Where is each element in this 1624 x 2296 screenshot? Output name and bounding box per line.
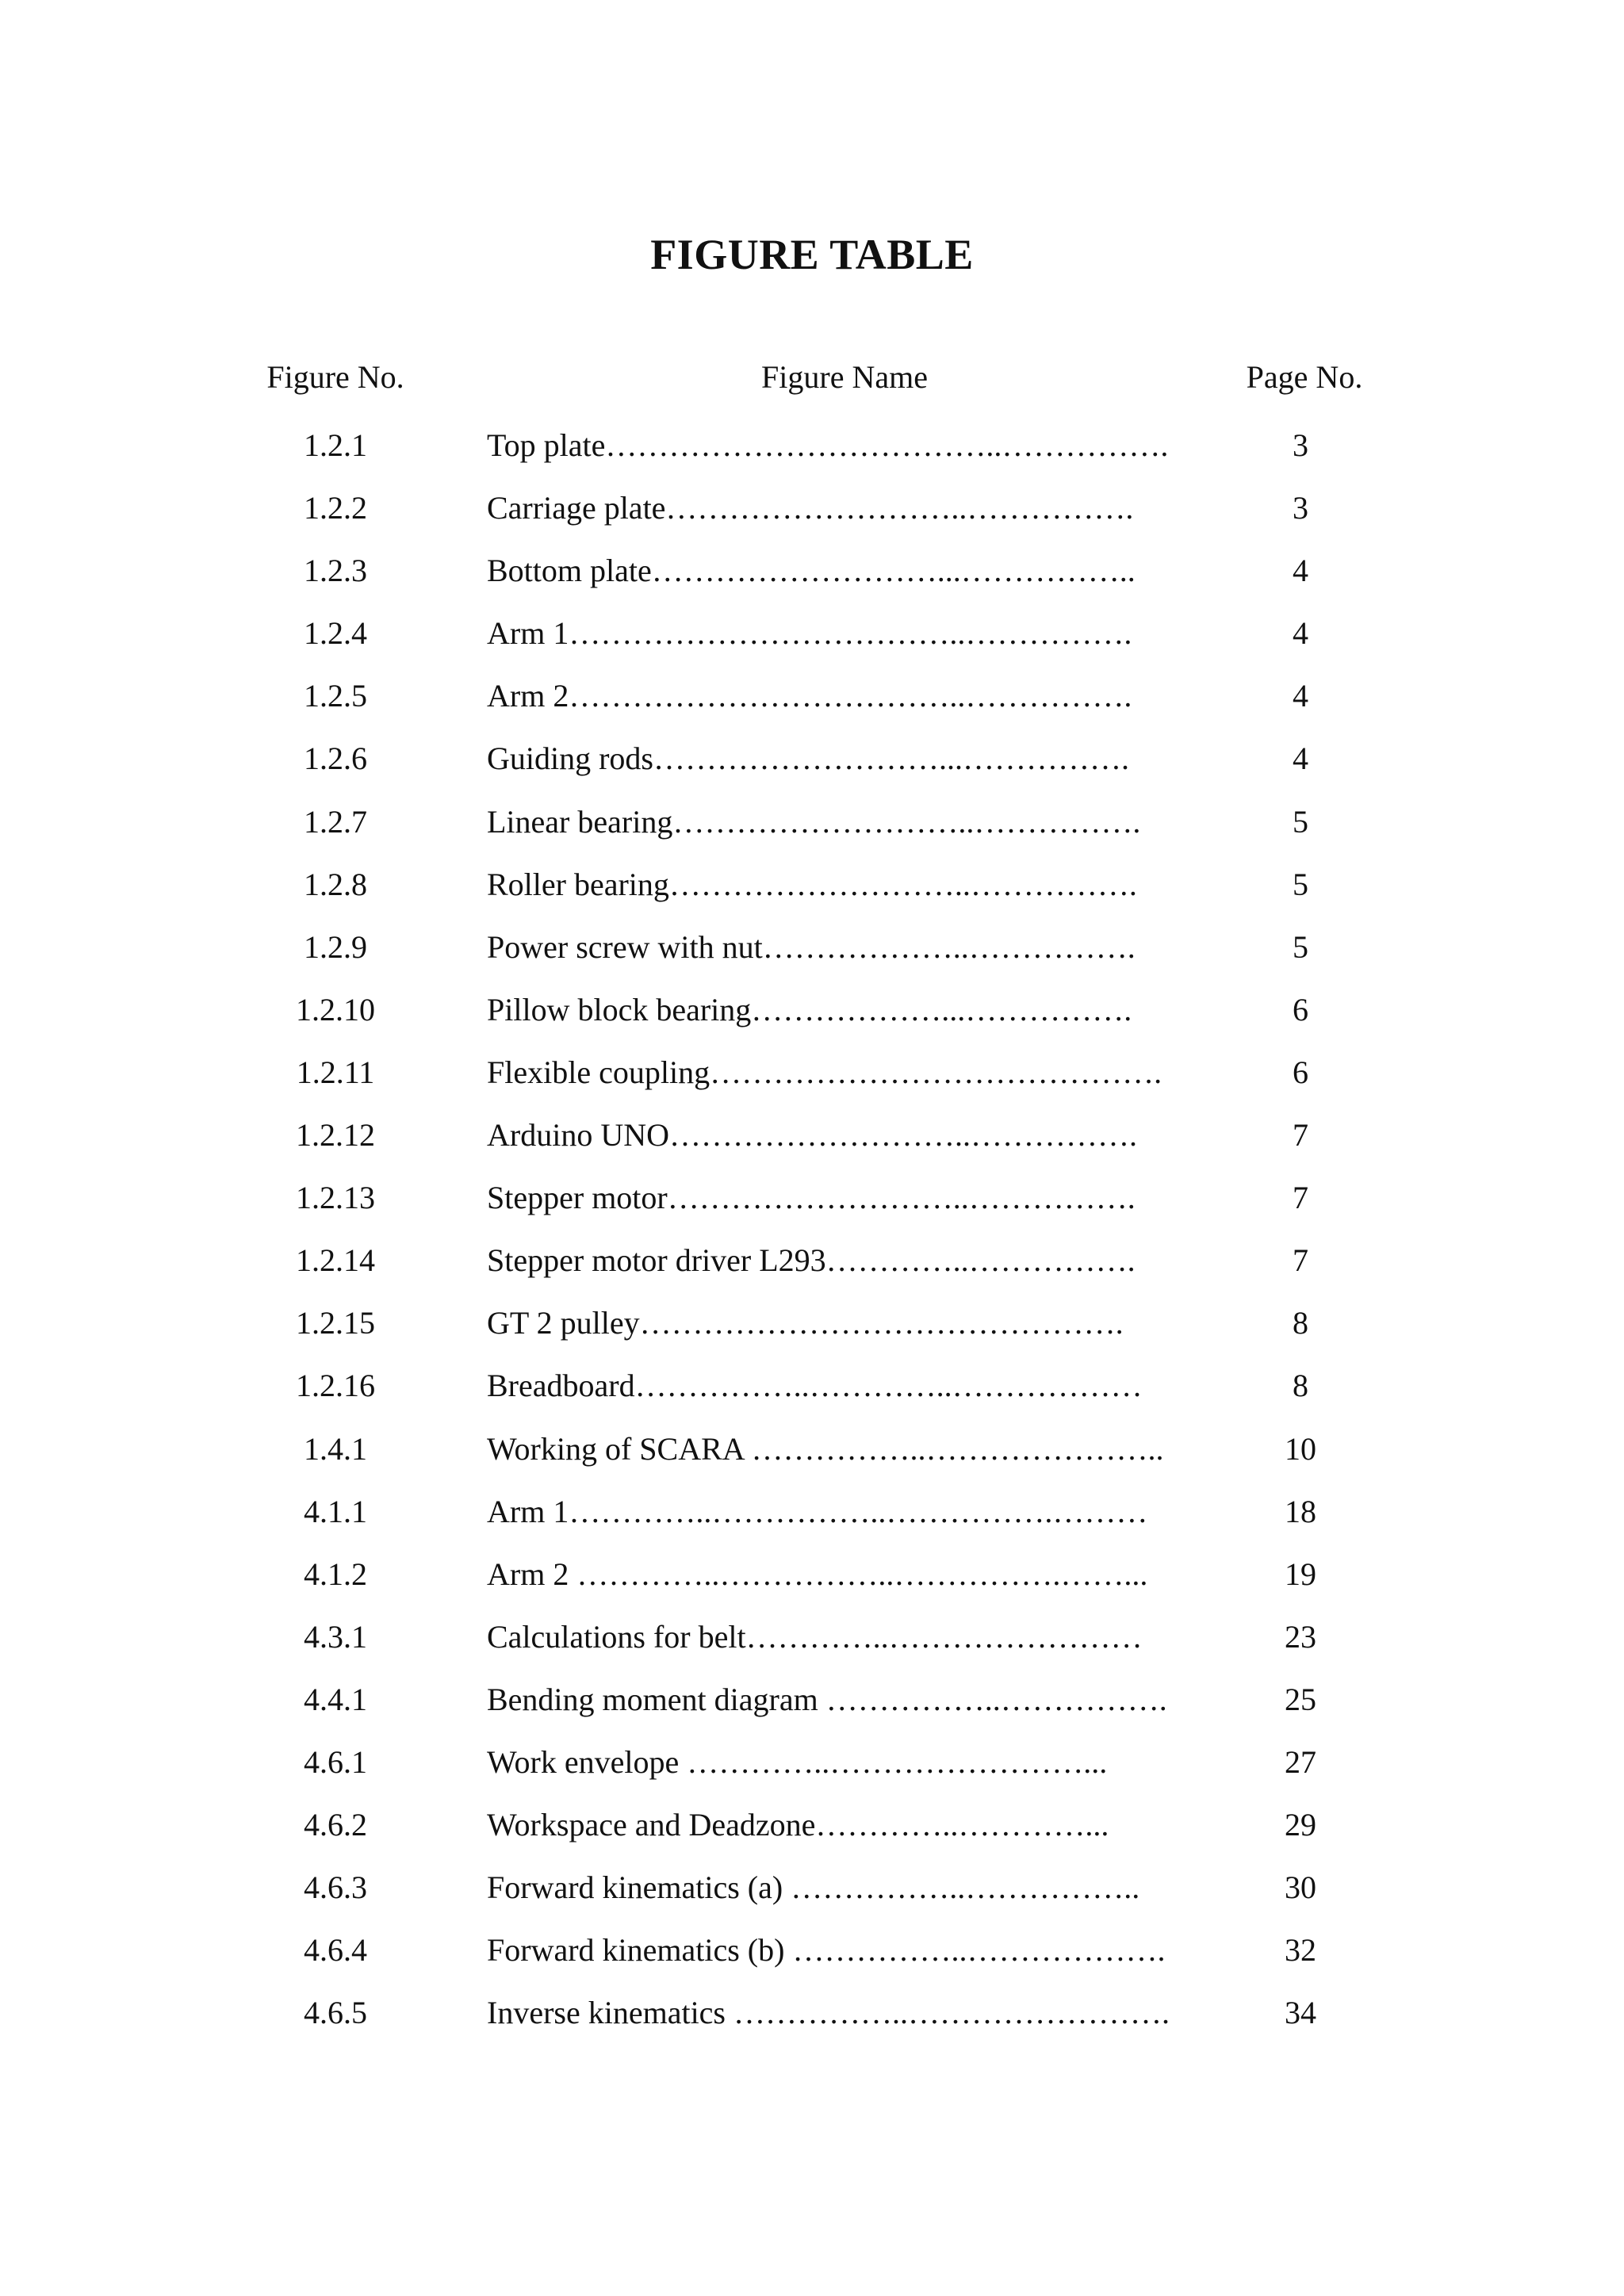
figure-number: 1.2.8 [304, 866, 367, 902]
page-number: 27 [1285, 1743, 1316, 1780]
page-number: 8 [1293, 1305, 1308, 1341]
figure-number: 4.3.1 [304, 1618, 367, 1655]
figure-name: Top plate………………………………..……………. [487, 427, 1169, 463]
page-number: 25 [1285, 1681, 1316, 1717]
figure-number: 1.2.14 [296, 1242, 375, 1279]
figure-name: Arm 1…………..……………..…………….……… [487, 1493, 1148, 1529]
figure-number: 1.2.1 [304, 427, 367, 463]
table-row [0, 1049, 1624, 1112]
figure-number: 1.2.4 [304, 615, 367, 652]
figure-number: 1.2.5 [304, 678, 367, 714]
table-row [0, 1613, 1624, 1676]
page-number: 4 [1293, 553, 1308, 589]
figure-number: 1.2.15 [296, 1305, 375, 1341]
table-row [0, 484, 1624, 547]
table-row [0, 861, 1624, 924]
figure-name: Workspace and Deadzone…………..…………... [487, 1807, 1109, 1843]
figure-name: Arm 2 …………..……………..…………….……... [487, 1556, 1148, 1592]
page-number: 5 [1293, 866, 1308, 902]
page-number: 4 [1293, 678, 1308, 714]
page-number: 5 [1293, 803, 1308, 840]
table-row [0, 1299, 1624, 1362]
figure-name: Linear bearing………………………..……………. [487, 803, 1141, 840]
page-number: 32 [1285, 1932, 1316, 1969]
figure-number: 1.2.2 [304, 490, 367, 526]
figure-name: Flexible coupling……………………………………. [487, 1054, 1162, 1090]
figure-number: 1.2.3 [304, 553, 367, 589]
figure-name: Breadboard……………..…………..……………… [487, 1368, 1143, 1404]
page-number: 7 [1293, 1242, 1308, 1279]
page-number: 6 [1293, 991, 1308, 1027]
table-row [0, 1864, 1624, 1927]
figure-number: 1.2.13 [296, 1180, 375, 1216]
figure-number: 1.2.9 [304, 928, 367, 965]
figure-number: 1.2.16 [296, 1368, 375, 1404]
figure-number: 1.2.11 [296, 1054, 375, 1090]
figure-name: Pillow block bearing………………...……………. [487, 991, 1132, 1027]
figure-number: 1.2.7 [304, 803, 367, 840]
figure-name: Stepper motor………………………..……………. [487, 1180, 1136, 1216]
table-row [0, 547, 1624, 610]
table-row [0, 1362, 1624, 1425]
figure-name: Carriage plate………………………..……………. [487, 490, 1134, 526]
table-row [0, 1739, 1624, 1801]
table-row [0, 1927, 1624, 1989]
figure-number: 4.6.3 [304, 1869, 367, 1906]
figure-name: Stepper motor driver L293…………..……………. [487, 1242, 1136, 1279]
figure-name: Roller bearing………………………..……………. [487, 866, 1137, 902]
figure-number: 4.6.2 [304, 1807, 367, 1843]
table-header [0, 358, 1624, 406]
table-row [0, 924, 1624, 986]
table-row [0, 735, 1624, 798]
table-row [0, 1174, 1624, 1237]
table-row [0, 610, 1624, 672]
table-row [0, 1112, 1624, 1174]
table-row [0, 1488, 1624, 1551]
figure-number: 1.2.6 [304, 740, 367, 777]
figure-name: Calculations for belt…………..…………………… [487, 1618, 1143, 1655]
figure-number: 4.6.1 [304, 1743, 367, 1780]
table-row [0, 1989, 1624, 2052]
table-row [0, 1801, 1624, 1864]
figure-number: 4.6.4 [304, 1932, 367, 1969]
page-number: 6 [1293, 1054, 1308, 1090]
figure-name: Bottom plate………………………...…………….. [487, 553, 1136, 589]
figure-list [0, 422, 1624, 2052]
page-number: 3 [1293, 427, 1308, 463]
table-row [0, 1551, 1624, 1613]
figure-number: 4.1.1 [304, 1493, 367, 1529]
table-row [0, 1676, 1624, 1739]
page-number: 7 [1293, 1180, 1308, 1216]
figure-name: Bending moment diagram ……………..……………. [487, 1681, 1167, 1717]
page-number: 3 [1293, 490, 1308, 526]
figure-number: 4.6.5 [304, 1995, 367, 2031]
figure-name: Arm 1………………………………..……………. [487, 615, 1132, 652]
figure-name: Forward kinematics (b) ……………..………………. [487, 1932, 1166, 1969]
page-number: 4 [1293, 615, 1308, 652]
figure-number: 1.2.10 [296, 991, 375, 1027]
page-number: 34 [1285, 1995, 1316, 2031]
table-row [0, 672, 1624, 735]
table-row [0, 1237, 1624, 1299]
figure-name: Arm 2………………………………..……………. [487, 678, 1132, 714]
figure-number: 1.4.1 [304, 1430, 367, 1467]
table-row [0, 422, 1624, 484]
figure-name: GT 2 pulley………………………………………. [487, 1305, 1124, 1341]
figure-name: Power screw with nut………………..……………. [487, 928, 1136, 965]
page-number: 4 [1293, 740, 1308, 777]
figure-number: 4.4.1 [304, 1681, 367, 1717]
header-page-no: Page No. [1246, 359, 1363, 395]
header-figure-no: Figure No. [266, 359, 404, 395]
page-number: 10 [1285, 1430, 1316, 1467]
page-number: 19 [1285, 1556, 1316, 1592]
table-row [0, 986, 1624, 1049]
page-number: 23 [1285, 1618, 1316, 1655]
page-title: FIGURE TABLE [650, 231, 974, 278]
figure-name: Forward kinematics (a) ……………..…………….. [487, 1869, 1140, 1906]
figure-number: 1.2.12 [296, 1117, 375, 1154]
page-number: 5 [1293, 928, 1308, 965]
figure-name: Work envelope …………..……………………... [487, 1743, 1108, 1780]
figure-name: Inverse kinematics ……………..……………………. [487, 1995, 1170, 2031]
page-number: 7 [1293, 1117, 1308, 1154]
figure-name: Arduino UNO………………………..……………. [487, 1117, 1137, 1154]
page-number: 29 [1285, 1807, 1316, 1843]
header-figure-name: Figure Name [761, 359, 928, 395]
table-row [0, 798, 1624, 861]
page-number: 30 [1285, 1869, 1316, 1906]
figure-number: 4.1.2 [304, 1556, 367, 1592]
page-number: 18 [1285, 1493, 1316, 1529]
figure-name: Working of SCARA ……………..………………….. [487, 1430, 1164, 1467]
page-number: 8 [1293, 1368, 1308, 1404]
table-row [0, 1425, 1624, 1488]
figure-name: Guiding rods………………………...……………. [487, 740, 1129, 777]
